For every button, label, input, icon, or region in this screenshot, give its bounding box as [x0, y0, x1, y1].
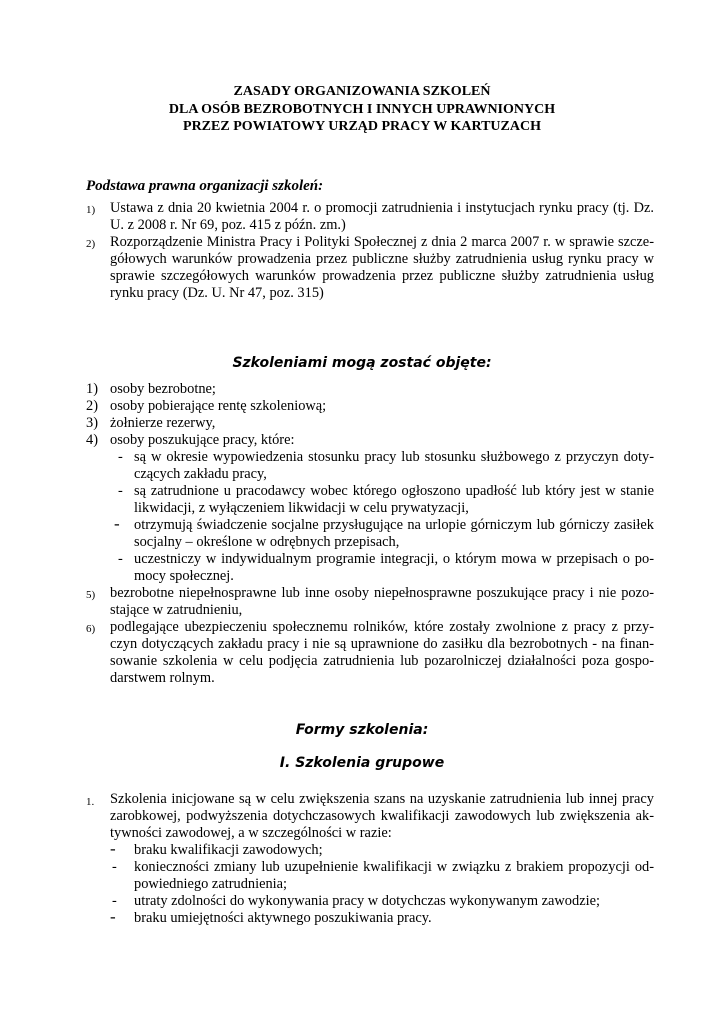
dash-bullet: - [112, 859, 117, 875]
dash-bullet: - [118, 449, 123, 465]
dash-bullet: - [112, 893, 117, 909]
text-line: otrzymują świadczenie socjalne przysługujące na urlopie górniczym lub górniczy zasiłek [134, 517, 654, 533]
sub-list-item [134, 551, 654, 585]
text-line: sowanie szkolenia w celu podjęcia zatrudnienia lub pozarolniczej działalności poza gospo- [110, 653, 654, 669]
list-number: 1. [86, 796, 95, 808]
text-line: są zatrudnione u pracodawcy wobec którego ogłoszono upadłość lub który jest w stanie [134, 483, 654, 499]
text-line: likwidacji, z wyłączeniem likwidacji w celu prywatyzacji, [134, 500, 469, 516]
text-line: czących zakładu pracy, [134, 466, 267, 482]
dash-bullet: - [110, 907, 116, 926]
list-number: 2) [86, 398, 98, 414]
sub-list-item [134, 483, 654, 517]
text-line: bezrobotne niepełnosprawne lub inne osoby niepełnosprawne poszukujące pracy i nie pozo- [110, 585, 654, 601]
text-line: mocy społecznej. [134, 568, 234, 584]
list-number: 1) [86, 204, 96, 216]
list-number: 2) [86, 238, 96, 250]
list-number: 5) [86, 589, 96, 601]
bullet-item: braku umiejętności aktywnego poszukiwania pracy. [134, 910, 432, 926]
text-line: konieczności zmiany lub uzupełnienie kwalifikacji w związku z brakiem propozycji od- [134, 859, 654, 875]
dash-bullet: - [118, 551, 123, 567]
bullet-item: utraty zdolności do wykonywania pracy w dotychczas wykonywanym zawodzie; [134, 893, 600, 909]
list-number: 4) [86, 432, 98, 448]
legal-basis-item [110, 200, 654, 234]
text-line: stające w zatrudnieniu, [110, 602, 243, 618]
text-line: darstwem rolnym. [110, 670, 215, 686]
list-item [110, 619, 654, 687]
text-line: Rozporządzenie Ministra Pracy i Polityki Społecznej z dnia 2 marca 2007 r. w sprawie szcze- [110, 234, 654, 250]
list-item: żołnierze rezerwy, [110, 415, 216, 431]
text-line: Ustawa z dnia 20 kwietnia 2004 r. o promocji zatrudnienia i instytucjach rynku pracy (tj. Dz. [110, 200, 654, 216]
forms-item [110, 791, 654, 842]
dash-bullet: - [110, 839, 116, 858]
text-line: gółowych warunków prowadzenia przez publiczne służby zatrudnienia usług rynku pracy w [110, 251, 654, 267]
list-item: osoby pobierające rentę szkoleniową; [110, 398, 327, 414]
text-line: sprawie szczegółowych warunków prowadzenia przez publiczne służby zatrudnienia usług [110, 268, 654, 284]
dash-bullet: - [114, 514, 120, 533]
title-line: ZASADY ORGANIZOWANIA SZKOLEŃ [233, 84, 491, 99]
bullet-item: braku kwalifikacji zawodowych; [134, 842, 323, 858]
text-line: Szkolenia inicjowane są w celu zwiększenia szans na uzyskanie zatrudnienia lub innej pracy [110, 791, 654, 807]
sub-list-item [134, 449, 654, 483]
text-line: socjalny – określone w odrębnych przepisach, [134, 534, 400, 550]
legal-basis-item [110, 234, 654, 302]
list-number: 6) [86, 623, 96, 635]
list-item [110, 585, 654, 619]
text-line: uczestniczy w indywidualnym programie integracji, o którym mowa w przepisach o po- [134, 551, 654, 567]
list-number: 1) [86, 381, 98, 397]
bullet-item [134, 859, 654, 893]
legal-basis-heading: Podstawa prawna organizacji szkoleń: [86, 178, 324, 194]
text-line: tywności zawodowej, a w szczególności w razie: [110, 825, 392, 841]
list-number: 3) [86, 415, 98, 431]
text-line: rynku pracy (Dz. U. Nr 47, poz. 315) [110, 285, 324, 301]
list-item: osoby poszukujące pracy, które: [110, 432, 295, 448]
text-line: czyn dotyczących zakładu pracy i nie są uprawnione do zasiłku dla bezrobotnych - na finan- [110, 636, 654, 652]
group-training-heading: I. Szkolenia grupowe [279, 755, 445, 771]
text-line: powiedniego zatrudnienia; [134, 876, 288, 892]
dash-bullet: - [118, 483, 123, 499]
document-title [0, 83, 724, 136]
text-line: podlegające ubezpieczeniu społecznemu rolników, które zostały zwolnione z pracy z przy- [110, 619, 654, 635]
sub-list-item [134, 517, 654, 551]
forms-heading: Formy szkolenia: [295, 722, 429, 738]
text-line: są w okresie wypowiedzenia stosunku pracy lub stosunku służbowego z przyczyn doty- [134, 449, 654, 465]
title-line: PRZEZ POWIATOWY URZĄD PRACY W KARTUZACH [183, 119, 541, 134]
list-item: osoby bezrobotne; [110, 381, 216, 397]
title-line: DLA OSÓB BEZROBOTNYCH I INNYCH UPRAWNIONYCH [168, 101, 556, 117]
text-line: zarobkowej, podwyższenia dotychczasowych kwalifikacji zawodowych lub zwiększenia ak- [110, 808, 654, 824]
eligible-heading: Szkoleniami mogą zostać objęte: [232, 355, 492, 371]
text-line: U. z 2008 r. Nr 69, poz. 415 z późn. zm.) [110, 217, 346, 233]
